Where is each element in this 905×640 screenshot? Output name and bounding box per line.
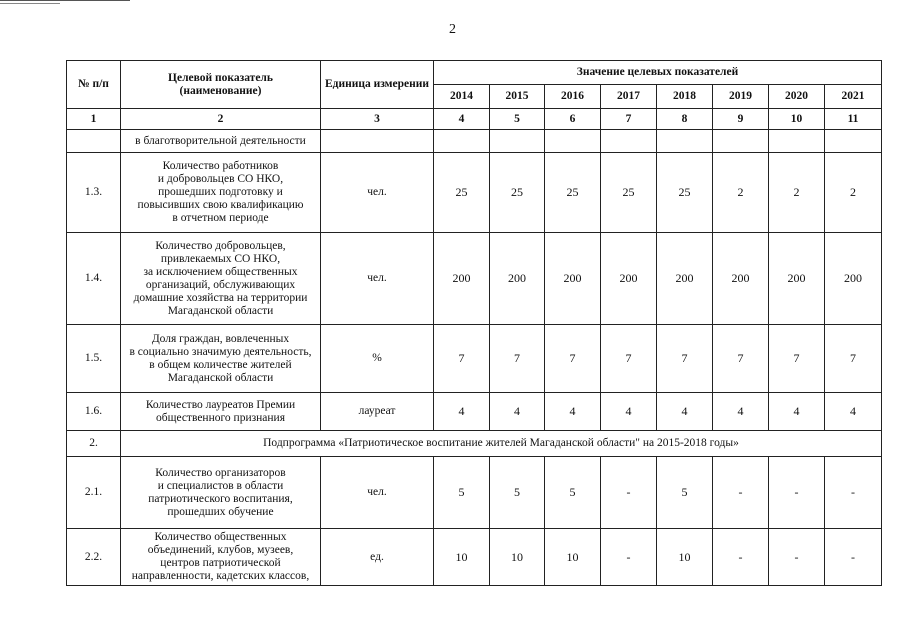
indicator-name-line: объединений, клубов, музеев, [147,544,294,556]
value-cell: 5 [434,457,490,529]
value-cell [601,130,657,153]
unit [321,130,434,153]
row-number: 1.3. [67,153,121,233]
header-indicator-line1: Целевой показатель [168,71,273,84]
row-number: 2.2. [67,529,121,586]
value-cell: 25 [490,153,545,233]
header-values: Значение целевых показателей [434,61,882,85]
indicator-name-line: прошедших обучение [167,505,274,518]
value-cell: 4 [713,393,769,431]
indicator-name-line: Количество лауреатов Премии [145,398,296,411]
header-year: 2015 [490,85,545,109]
table-row [67,325,882,393]
table-row [67,457,882,529]
scan-edge-line [0,0,130,1]
value-cell: - [601,457,657,529]
value-cell: - [825,457,882,529]
page-number: 2 [449,22,456,37]
value-cell: 4 [434,393,490,431]
value-cell: 2 [825,153,882,233]
table-row [67,393,882,431]
unit: ед. [321,529,434,586]
header-year: 2021 [825,85,882,109]
column-numbers-row [67,109,882,130]
value-cell: 4 [657,393,713,431]
indicator-name-line: Магаданской области [167,304,274,317]
value-cell: - [769,529,825,586]
row-number: 1.5. [67,325,121,393]
value-cell: 200 [545,233,601,325]
value-cell: 5 [545,457,601,529]
indicator-name-line: и добровольцев СО НКО, [157,173,284,185]
value-cell: 10 [434,529,490,586]
indicator-name-line: в общем количестве жителей [149,358,292,371]
value-cell [545,130,601,153]
indicator-name-line: патриотического воспитания, [148,492,293,505]
section-row [67,431,882,457]
column-number: 5 [490,109,545,130]
value-cell [713,130,769,153]
value-cell: 7 [769,325,825,393]
value-cell: - [769,457,825,529]
indicator-name [121,529,321,586]
value-cell: 200 [434,233,490,325]
indicator-name [121,233,321,325]
value-cell: 25 [657,153,713,233]
header-year: 2018 [657,85,713,109]
value-cell: 5 [490,457,545,529]
value-cell: 2 [713,153,769,233]
column-number: 9 [713,109,769,130]
column-number: 2 [121,109,321,130]
value-cell: 4 [601,393,657,431]
header-year: 2020 [769,85,825,109]
value-cell: - [601,529,657,586]
indicator-name [121,130,321,153]
value-cell: 25 [434,153,490,233]
column-number: 8 [657,109,713,130]
indicator-name-line: Доля граждан, вовлеченных [151,332,290,345]
indicator-name-line: Количество общественных [154,531,287,543]
value-cell: 7 [601,325,657,393]
header-year: 2016 [545,85,601,109]
column-number: 4 [434,109,490,130]
header-number: № п/п [67,61,121,109]
value-cell: 10 [490,529,545,586]
target-indicators-table [66,60,882,586]
row-number: 2.1. [67,457,121,529]
row-number: 1.6. [67,393,121,431]
indicator-name-line: организаций, обслуживающих [145,278,296,291]
column-number: 1 [67,109,121,130]
value-cell: 25 [601,153,657,233]
indicator-name [121,393,321,431]
column-number: 6 [545,109,601,130]
indicator-name-line: в отчетном периоде [172,212,269,224]
value-cell [490,130,545,153]
header-unit: Единица измерении [321,61,434,109]
value-cell: 4 [769,393,825,431]
indicator-name-line: привлекаемых СО НКО, [160,252,281,265]
value-cell: 10 [657,529,713,586]
indicator-name-line: направленности, кадетских классов, [131,570,310,582]
table-row [67,233,882,325]
value-cell: 200 [769,233,825,325]
row-number [67,130,121,153]
indicator-name-line: за исключением общественных [143,265,298,278]
value-cell: 4 [825,393,882,431]
value-cell: 7 [657,325,713,393]
value-cell: 7 [490,325,545,393]
indicator-name-line: центров патриотической [160,557,281,569]
value-cell: 4 [545,393,601,431]
value-cell: 7 [825,325,882,393]
value-cell: 4 [490,393,545,431]
indicator-name-line: Количество добровольцев, [155,239,286,252]
value-cell: 200 [490,233,545,325]
row-number: 2. [67,431,121,457]
column-number: 7 [601,109,657,130]
indicator-name-line: прошедших подготовку и [158,186,283,198]
value-cell: 200 [713,233,769,325]
value-cell [434,130,490,153]
indicator-name [121,325,321,393]
header-year: 2017 [601,85,657,109]
value-cell: 2 [769,153,825,233]
header-indicator-line2: (наименование) [179,84,262,97]
table-row [67,153,882,233]
indicator-name-line: в социально значимую деятельность, [129,345,312,358]
indicator-name-line: повысивших свою квалификацию [137,199,304,211]
indicator-name [121,153,321,233]
unit: чел. [321,153,434,233]
value-cell: 7 [713,325,769,393]
value-cell: 25 [545,153,601,233]
indicator-name-line: домашние хозяйства на территории [133,291,308,304]
column-number: 10 [769,109,825,130]
value-cell: 200 [825,233,882,325]
value-cell: 200 [657,233,713,325]
value-cell: 10 [545,529,601,586]
header-year: 2014 [434,85,490,109]
indicator-name-line: Количество организаторов [155,466,286,479]
indicator-name-line: в благотворительной деятельности [135,134,306,147]
indicator-name-line: Количество работников [162,160,279,172]
indicator-name-line: Магаданской области [167,371,274,384]
table-row [67,529,882,586]
scan-edge-line [0,3,60,4]
column-number: 3 [321,109,434,130]
unit: лауреат [321,393,434,431]
table-row [67,130,882,153]
unit: % [321,325,434,393]
table-body [67,130,882,586]
column-number: 11 [825,109,882,130]
value-cell: - [713,457,769,529]
value-cell: - [713,529,769,586]
unit: чел. [321,457,434,529]
value-cell [657,130,713,153]
value-cell [825,130,882,153]
value-cell: - [825,529,882,586]
unit: чел. [321,233,434,325]
value-cell [769,130,825,153]
value-cell: 5 [657,457,713,529]
subprogram-title: Подпрограмма «Патриотическое воспитание жителей Магаданской области" на 2015-2018 годы» [121,431,882,457]
indicator-name [121,457,321,529]
row-number: 1.4. [67,233,121,325]
value-cell: 200 [601,233,657,325]
indicator-name-line: общественного признания [155,411,285,424]
value-cell: 7 [434,325,490,393]
header-indicator [121,61,321,109]
indicator-name-line: и специалистов в области [157,479,284,492]
value-cell: 7 [545,325,601,393]
header-year: 2019 [713,85,769,109]
